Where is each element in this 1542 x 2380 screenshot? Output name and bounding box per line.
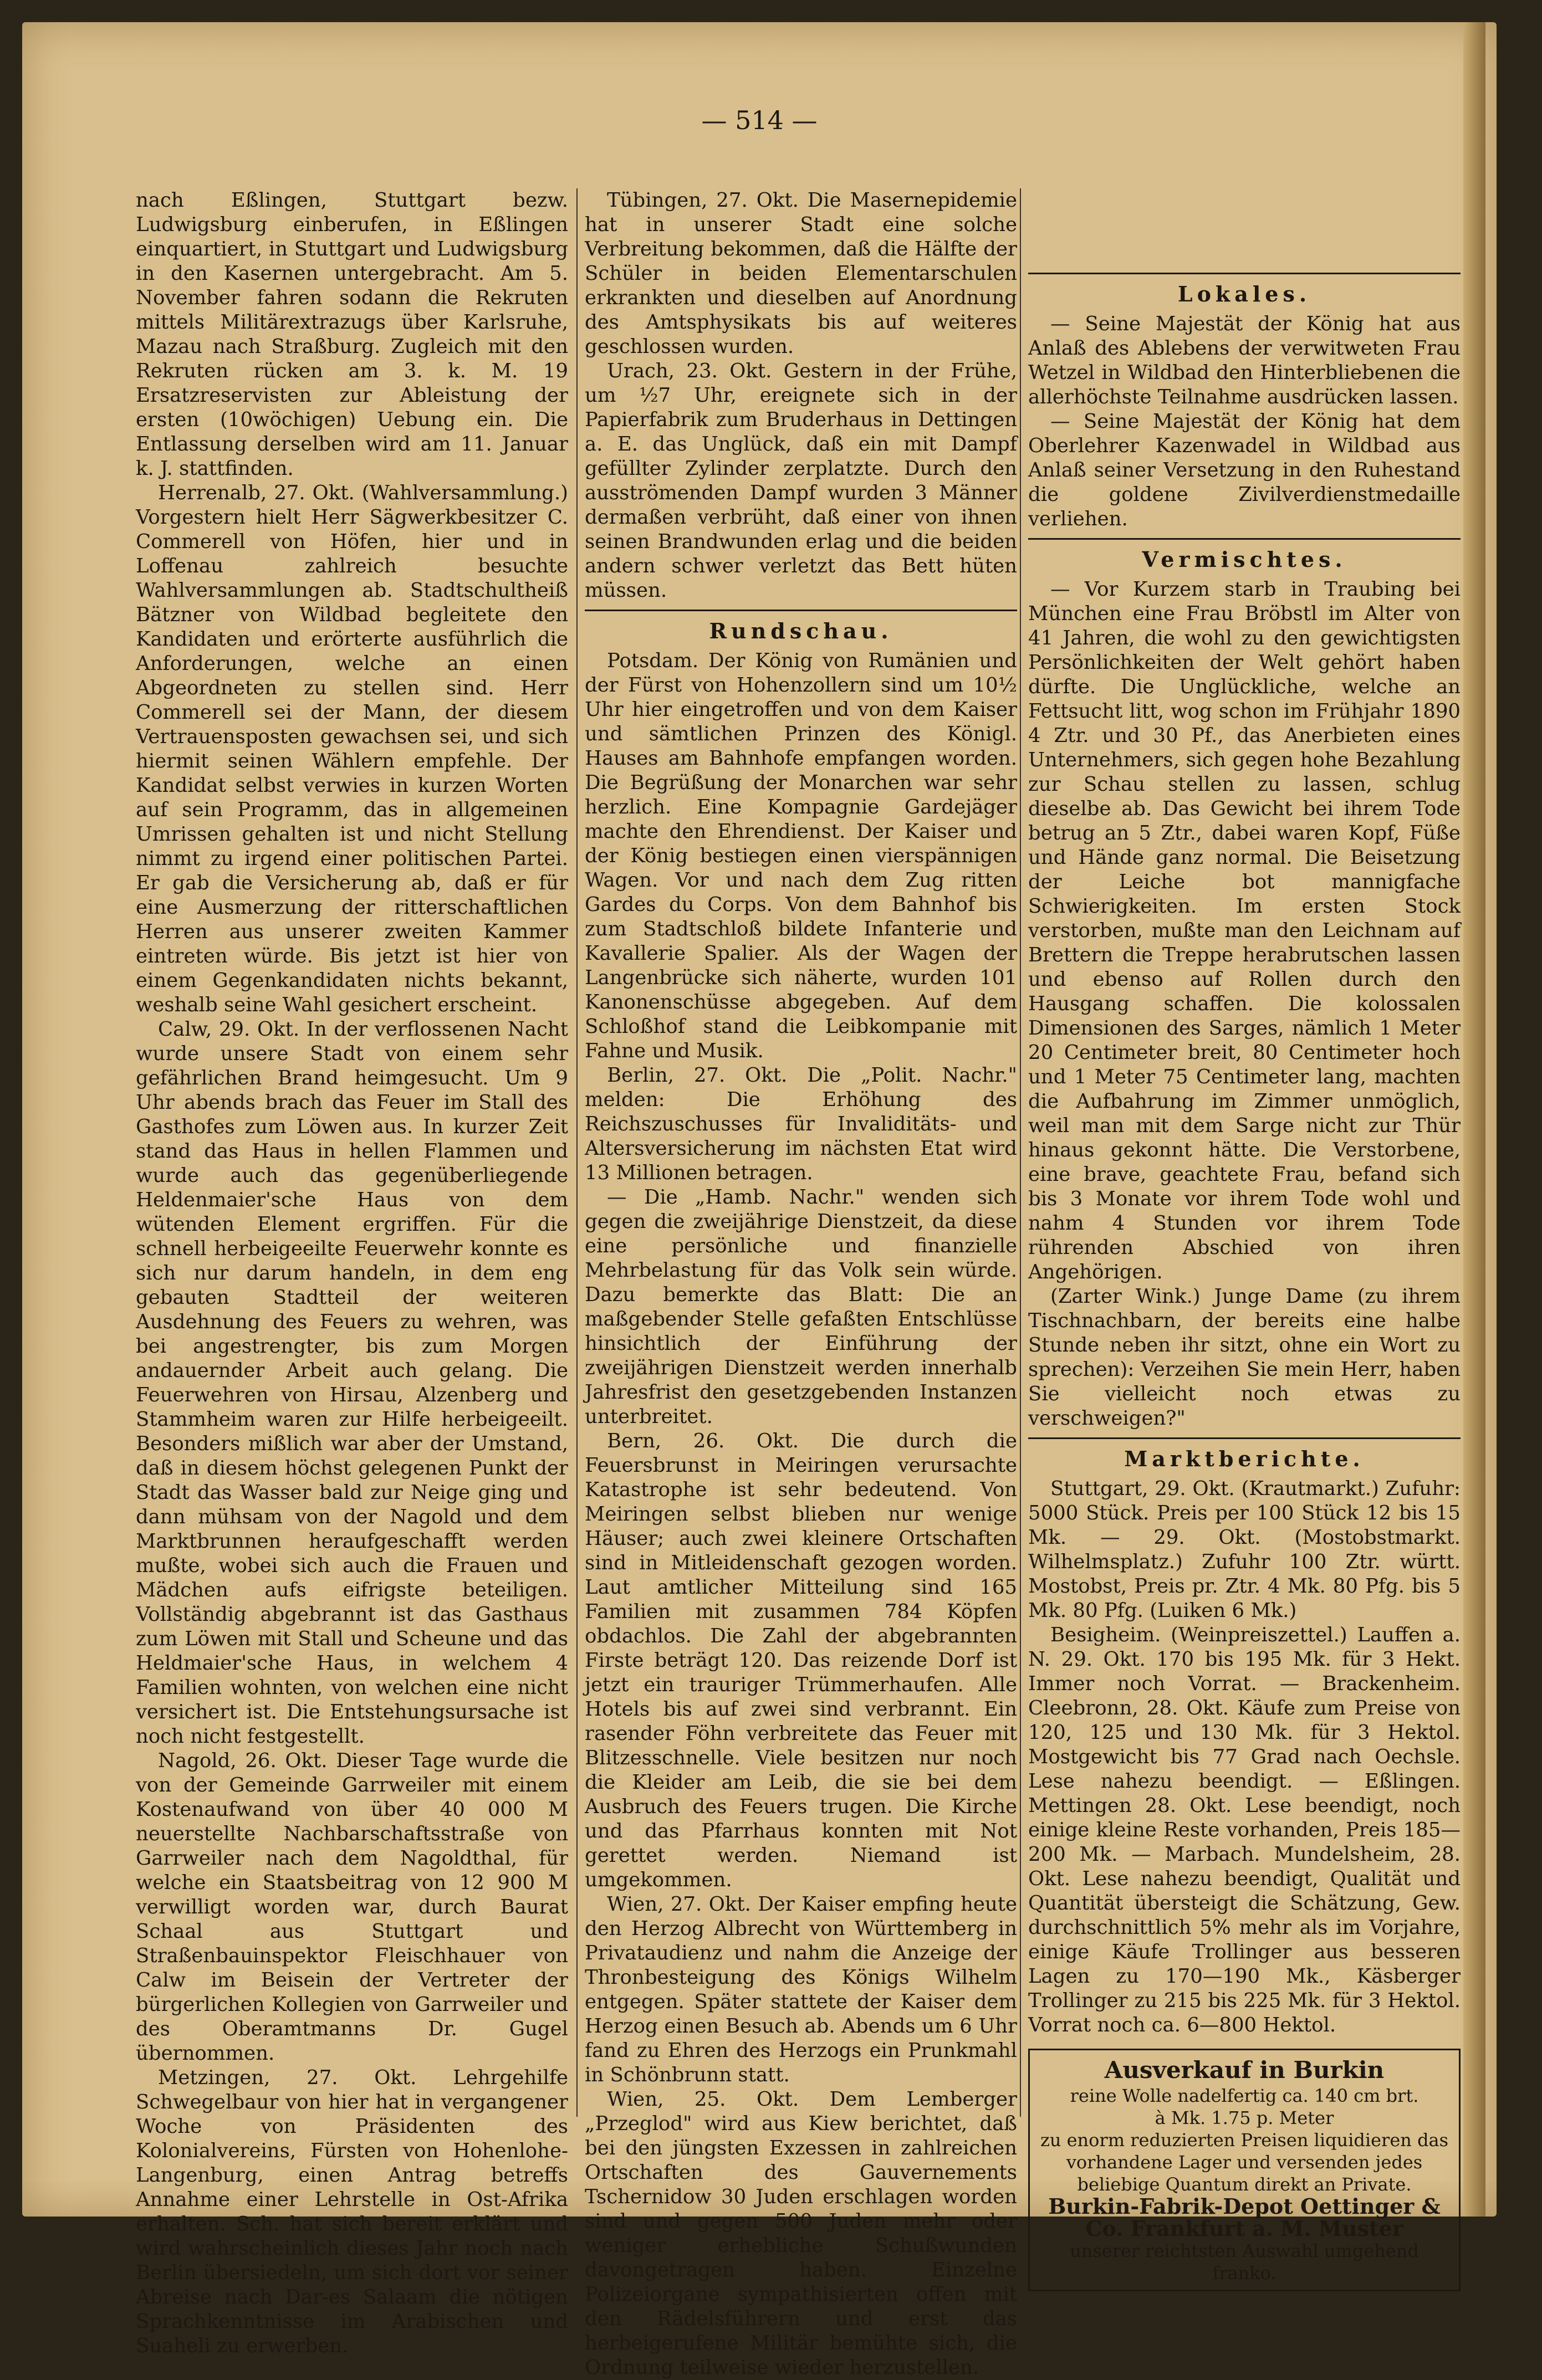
- section-heading-rundschau: Rundschau.: [585, 610, 1017, 643]
- section-heading-vermischtes: Vermischtes.: [1028, 538, 1461, 572]
- article-nagold: Nagold, 26. Okt. Dieser Tage wurde die von der Gemeinde Garrweiler mit einem Kostenaufwand von über 40 000 M neuerstellte Nachbarschaftsstraße von Garrweiler nach dem Nagoldthal, für welche ein Staatsbeitrag von 12 900 M verwilligt worden war, durch Baurat Schaal aus Stuttgart und Straßenbauinspektor Fleischhauer von Calw im Beisein der Vertreter der bürgerlichen Kollegien von Garrweiler und des Oberamtmanns Dr. Gugel übernommen.: [136, 1749, 568, 2065]
- article-lokales-1: — Seine Majestät der König hat aus Anlaß des Ablebens der verwitweten Frau Wetzel in Wildbad den Hinterbliebenen die allerhöchste Teilnahme ausdrücken lassen.: [1028, 313, 1461, 408]
- article-tuebingen: Tübingen, 27. Okt. Die Masernepidemie hat in unserer Stadt eine solche Verbreitung bekommen, daß die Hälfte der Schüler in beiden Elementarschulen erkrankten und dieselben auf Anordnung des Amtsphysikats bis auf weiteres geschlossen wurden.: [585, 189, 1017, 358]
- ad-line: zu enorm reduzierten Preisen liquidieren das vorhandene Lager und versenden jedes beliebige Quantum direkt an Private.: [1040, 2130, 1449, 2195]
- page-number: — 514 —: [701, 105, 818, 135]
- article-vermischtes-1: — Vor Kurzem starb in Traubing bei München eine Frau Bröbstl im Alter von 41 Jahren, die wohl zu den gewichtigsten Persönlichkeiten der Welt gehört haben dürfte. Die Unglückliche, welche an Fettsucht litt, wog schon im Frühjahr 1890 4 Ztr. und 30 Pf., das Anerbieten eines Unternehmers, sich gegen hohe Bezahlung zur Schau stellen zu lassen, schlug dieselbe ab. Das Gewicht bei ihrem Tode betrug an 5 Ztr., dabei waren Kopf, Füße und Hände ganz normal. Die Beisetzung der Leiche bot mannigfache Schwierigkeiten. Im ersten Stock verstorben, mußte man den Leichnam auf Brettern die Treppe herabrutschen lassen und ebenso auf Rollen durch den Hausgang schaffen. Die kolossalen Dimensionen des Sarges, nämlich 1 Meter 20 Centimeter breit, 80 Centimeter hoch und 1 Meter 75 Centimeter lang, machten die Aufbahrung im Zimmer unmöglich, weil man mit dem Sarge nicht zur Thür hinaus gekonnt hätte. Die Verstorbene, eine brave, geachtete Frau, befand sich bis 3 Monate vor ihrem Tode wohl und nahm 4 Stunden vor ihrem Tode rührenden Abschied von ihren Angehörigen.: [1028, 578, 1461, 1283]
- article-metzingen: Metzingen, 27. Okt. Lehrgehilfe Schwegelbaur von hier hat in vergangener Woche von Präsidenten des Kolonialvereins, Fürsten von Hohenlohe-Langenburg, einen Antrag betreffs Annahme einer Lehrstelle in Ost-Afrika erhalten. Sch. hat sich bereit erklärt und wird wahrscheinlich dieses Jahr noch nach Berlin übersiedeln, um sich dort vor seiner Abreise nach Dar-es Salaam die nötigen Sprachkenntnisse im Arabischen und Suaheli zu erwerben.: [136, 2066, 568, 2357]
- article-urach: Urach, 23. Okt. Gestern in der Frühe, um ½7 Uhr, ereignete sich in der Papierfabrik zum Bruderhaus in Dettingen a. E. das Unglück, daß ein mit Dampf gefüllter Zylinder zerplatzte. Durch den ausströmenden Dampf wurden 3 Männer dermaßen verbrüht, daß einer von ihnen seinen Brandwunden erlag und die beiden andern schwer verletzt das Bett hüten müssen.: [585, 360, 1017, 602]
- column-1: [136, 188, 568, 2358]
- column-divider: [1020, 188, 1021, 2117]
- ad-firm: Co. Frankfurt a. M. Muster: [1085, 2216, 1403, 2241]
- ad-line: reine Wolle nadelfertig ca. 140 cm brt.: [1070, 2085, 1419, 2106]
- article-lokales-2: — Seine Majestät der König hat dem Oberlehrer Kazenwadel in Wildbad aus Anlaß seiner Versetzung in den Ruhestand die goldene Zivilverdienstmedaille verliehen.: [1028, 410, 1461, 530]
- advertisement-box: [1028, 2049, 1461, 2291]
- article-wien-2: Wien, 25. Okt. Dem Lemberger „Przeglod" wird aus Kiew berichtet, daß bei den jüngsten Exzessen in zahlreichen Ortschaften des Gauvernements Tschernidow 30 Juden erschlagen worden sind und gegen 500 Juden mehr oder weniger erhebliche Schußwunden davongetragen haben. Einzelne Polizeiorgane sympathisierten offen mit den Rädelsführern und erst das herbeigerufene Militär bemühte sich, die Ordnung teilweise wieder herzustellen.: [585, 2088, 1017, 2379]
- article-herrenalb: Herrenalb, 27. Okt. (Wahlversammlung.) Vorgestern hielt Herr Sägwerkbesitzer C. Commerell von Höfen, hier und in Loffenau zahlreich besuchte Wahlversammlungen ab. Stadtschultheiß Bätzner von Wildbad begleitete den Kandidaten und erörterte ausführlich die Anforderungen, welche an einen Abgeordneten zu stellen sind. Herr Commerell sei der Mann, der diesem Vertrauensposten gewachsen sei, und sich hiermit seinen Wählern empfehle. Der Kandidat selbst verwies in kurzen Worten auf sein Programm, das in allgemeinen Umrissen gehalten ist und nicht Stellung nimmt zu irgend einer politischen Partei. Er gab die Versicherung ab, daß er für eine Ausmerzung der ritterschaftlichen Herren aus unserer zweiten Kammer eintreten würde. Bis jetzt ist hier von einem Gegenkandidaten nichts bekannt, weshalb seine Wahl gesichert erscheint.: [136, 482, 568, 1016]
- article-calw: Calw, 29. Okt. In der verflossenen Nacht wurde unsere Stadt von einem sehr gefährlichen Brand heimgesucht. Um 9 Uhr abends brach das Feuer im Stall des Gasthofes zum Löwen aus. In kurzer Zeit stand das Haus in hellen Flammen und wurde auch das gegenüberliegende Heldenmaier'sche Haus von dem wütenden Element ergriffen. Für die schnell herbeigeeilte Feuerwehr konnte es sich nur darum handeln, in dem eng gebauten Stadtteil der weiteren Ausdehnung des Feuers zu wehren, was bei angestrengter, bis zum Morgen andauernder Arbeit auch gelang. Die Feuerwehren von Hirsau, Alzenberg und Stammheim waren zur Hilfe herbeigeeilt. Besonders mißlich war aber der Umstand, daß in diesem höchst gelegenen Punkt der Stadt das Wasser bald zur Neige ging und dann mühsam von der Nagold und dem Marktbrunnen heraufgeschafft werden mußte, wobei sich auch die Frauen und Mädchen aufs eifrigste beteiligen. Vollständig abgebrannt ist das Gasthaus zum Löwen mit Stall und Scheune und das Heldmaier'sche Haus, in welchem 4 Familien wohnten, von welchen eine nicht versichert ist. Die Entstehungsursache ist noch nicht festgestellt.: [136, 1018, 568, 1748]
- article-stuttgart-markt: Stuttgart, 29. Okt. (Krautmarkt.) Zufuhr: 5000 Stück. Preis per 100 Stück 12 bis 15 Mk. — 29. Okt. (Mostobstmarkt. Wilhelmsplatz.) Zufuhr 100 Ztr. württ. Mostobst, Preis pr. Ztr. 4 Mk. 80 Pfg. bis 5 Mk. 80 Pfg. (Luiken 6 Mk.): [1028, 1477, 1461, 1622]
- page-fold-shadow: [1463, 22, 1485, 2217]
- column-3: [1028, 266, 1461, 2291]
- article-zarter-wink: (Zarter Wink.) Junge Dame (zu ihrem Tischnachbarn, der bereits eine halbe Stunde neben ihr sitzt, ohne ein Wort zu sprechen): Verzeihen Sie mein Herr, haben Sie vielleicht noch etwas zu verschweigen?": [1028, 1285, 1461, 1430]
- article-berlin: Berlin, 27. Okt. Die „Polit. Nachr." melden: Die Erhöhung des Reichszuschusses für Invaliditäts- und Altersversicherung im nächsten Etat wird 13 Millionen betragen.: [585, 1064, 1017, 1184]
- ad-line: unserer reichtsten Auswahl umgehend franko.: [1070, 2240, 1419, 2284]
- article-bern: Bern, 26. Okt. Die durch die Feuersbrunst in Meiringen verursachte Katastrophe ist sehr bedeutend. Von Meiringen selbst blieben nur wenige Häuser; auch zwei kleinere Ortschaften sind in Mitleidenschaft gezogen worden. Laut amtlicher Mitteilung sind 165 Familien mit zusammen 784 Köpfen obdachlos. Die Zahl der abgebrannten Firste beträgt 120. Das reizende Dorf ist jetzt ein trauriger Trümmerhaufen. Alle Hotels bis auf zwei sind verbrannt. Ein rasender Föhn verbreitete das Feuer mit Blitzesschnelle. Viele besitzen nur noch die Kleider am Leib, die sie bei dem Ausbruch des Feuers trugen. Die Kirche und das Pfarrhaus konnten mit Not gerettet werden. Niemand ist umgekommen.: [585, 1430, 1017, 1891]
- article-besigheim: Besigheim. (Weinpreiszettel.) Lauffen a. N. 29. Okt. 170 bis 195 Mk. für 3 Hekt. Immer noch Vorrat. — Brackenheim. Cleebronn, 28. Okt. Käufe zum Preise von 120, 125 und 130 Mk. für 3 Hektol. Mostgewicht bis 77 Grad nach Oechsle. Lese nahezu beendigt. — Eßlingen. Mettingen 28. Okt. Lese beendigt, noch einige kleine Reste vorhanden, Preis 185—200 Mk. — Marbach. Mundelsheim, 28. Okt. Lese nahezu beendigt, Qualität und Quantität übersteigt die Schätzung, Gew. durchschnittlich 5% mehr als im Vorjahre, einige Käufe Trollinger aus besseren Lagen zu 170—190 Mk., Käsberger Trollinger zu 215 bis 225 Mk. für 3 Hektol. Vorrat noch ca. 6—800 Hektol.: [1028, 1624, 1461, 2036]
- article-potsdam: Potsdam. Der König von Rumänien und der Fürst von Hohenzollern sind um 10½ Uhr hier eingetroffen und von dem Kaiser und sämtlichen Prinzen des Königl. Hauses am Bahnhofe empfangen worden. Die Begrüßung der Monarchen war sehr herzlich. Eine Kompagnie Gardejäger machte den Ehrendienst. Der Kaiser und der König bestiegen einen vierspännigen Wagen. Vor und nach dem Zug ritten Gardes du Corps. Von dem Bahnhof bis zum Stadtschloß bildete Infanterie und Kavallerie Spalier. Als der Wagen der Langenbrücke sich näherte, wurden 101 Kanonenschüsse abgegeben. Auf dem Schloßhof stand die Leibkompanie mit Fahne und Musik.: [585, 649, 1017, 1062]
- ad-line: à Mk. 1.75 p. Meter: [1155, 2107, 1334, 2128]
- section-heading-lokales: Lokales.: [1028, 273, 1461, 306]
- newspaper-page: [22, 22, 1497, 2379]
- article-hamb-nachr: — Die „Hamb. Nachr." wenden sich gegen die zweijährige Dienstzeit, da diese eine persönliche und finanzielle Mehrbelastung für das Volk sein würde. Dazu bemerkte das Blatt: Die an maßgebender Stelle gefaßten Entschlüsse hinsichtlich der Einführung der zweijährigen Dienstzeit werden innerhalb Jahresfrist den gesetzgebenden Instanzen unterbreitet.: [585, 1186, 1017, 1428]
- ad-title: Ausverkauf in Burkin: [1104, 2056, 1385, 2084]
- article-paragraph: nach Eßlingen, Stuttgart bezw. Ludwigsburg einberufen, in Eßlingen einquartiert, in Stuttgart und Ludwigsburg in den Kasernen untergebracht. Am 5. November fahren sodann die Rekruten mittels Militärextrazugs über Karlsruhe, Mazau nach Straßburg. Zugleich mit den Rekruten rücken am 3. k. M. 19 Ersatzreservisten zur Ableistung der ersten (10wöchigen) Uebung ein. Die Entlassung derselben wird am 11. Januar k. J. stattfinden.: [136, 189, 568, 480]
- ad-line: Burkin-Fabrik-Depot Oettinger &: [1048, 2194, 1441, 2219]
- column-2: [585, 188, 1017, 2380]
- article-wien-1: Wien, 27. Okt. Der Kaiser empfing heute den Herzog Albrecht von Württemberg in Privataudienz und nahm die Anzeige der Thronbesteigung des Königs Wilhelm entgegen. Später stattete der Kaiser dem Herzog einen Besuch ab. Abends um 6 Uhr fand zu Ehren des Herzogs ein Prunkmahl in Schönbrunn statt.: [585, 1893, 1017, 2086]
- section-heading-marktberichte: Marktberichte.: [1028, 1437, 1461, 1471]
- column-divider: [576, 188, 578, 2117]
